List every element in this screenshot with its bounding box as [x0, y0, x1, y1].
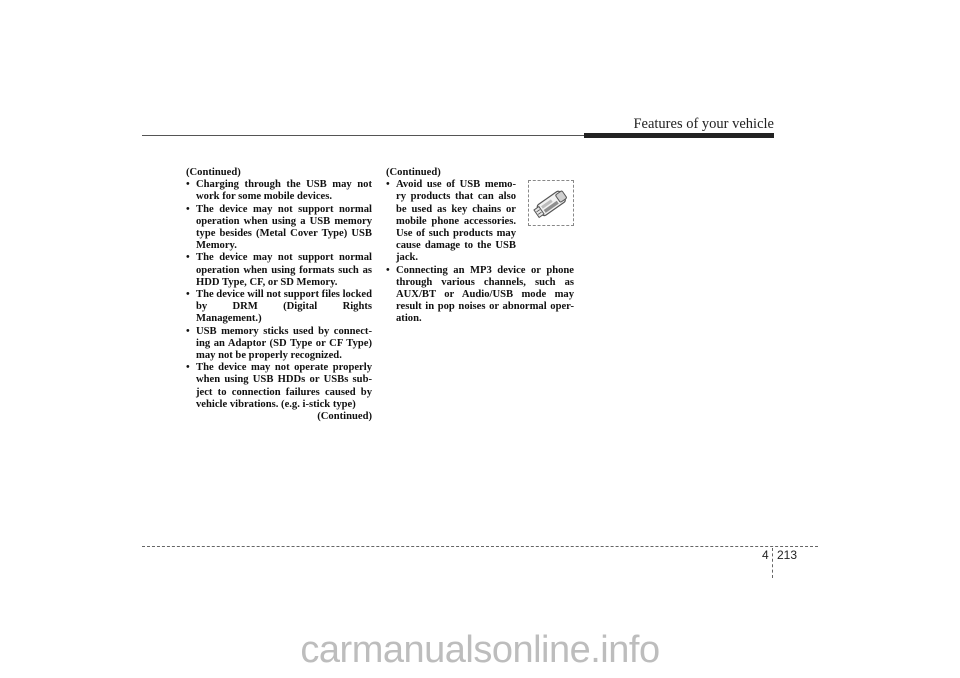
continued-footer-label: (Continued) — [317, 411, 372, 423]
chapter-number: 4 — [762, 548, 769, 562]
list-item-text: • Avoid use of USB memo-ry products that can also be used as key chains or mobile phone accessories. Use of such products may cause damage to the USB jack. — [396, 179, 516, 264]
footer-rule — [142, 546, 818, 547]
header-rule-accent — [584, 133, 774, 138]
list-item: • The device may not support normal operation when using a USB memory type besides (Metal Cover Type) USB Memory. — [186, 204, 372, 253]
usb-stick-icon — [529, 181, 573, 225]
list-item: • USB memory sticks used by connect-ing an Adaptor (SD Type or CF Type) may not be properly recognized. — [186, 326, 372, 363]
list-item: • Charging through the USB may not work for some mobile devices. — [186, 179, 372, 203]
list-item: • The device may not support normal operation when using formats such as HDD Type, CF, or SD Memory. — [186, 252, 372, 289]
section-title: Features of your vehicle — [633, 116, 774, 132]
usb-illustration — [528, 180, 574, 226]
continued-label: (Continued) — [386, 167, 441, 178]
list-item: • The device will not support files locked by DRM (Digital Rights Management.) — [186, 289, 372, 326]
continued-label: (Continued) — [186, 167, 241, 178]
list-item: • The device may not operate properly when using USB HDDs or USBs sub-ject to connection failures caused by vehicle vibrations. (e.g. i-stick type) — [186, 362, 372, 411]
watermark: carmanualsonline.info — [300, 629, 660, 671]
caution-list — [186, 179, 372, 411]
list-item: • Connecting an MP3 device or phone through various channels, such as AUX/BT or Audio/USB mode may result in pop noises or abnormal oper-ation. — [386, 265, 574, 326]
footer-divider — [772, 548, 773, 578]
page-number: 213 — [777, 548, 798, 562]
left-column — [186, 167, 372, 423]
